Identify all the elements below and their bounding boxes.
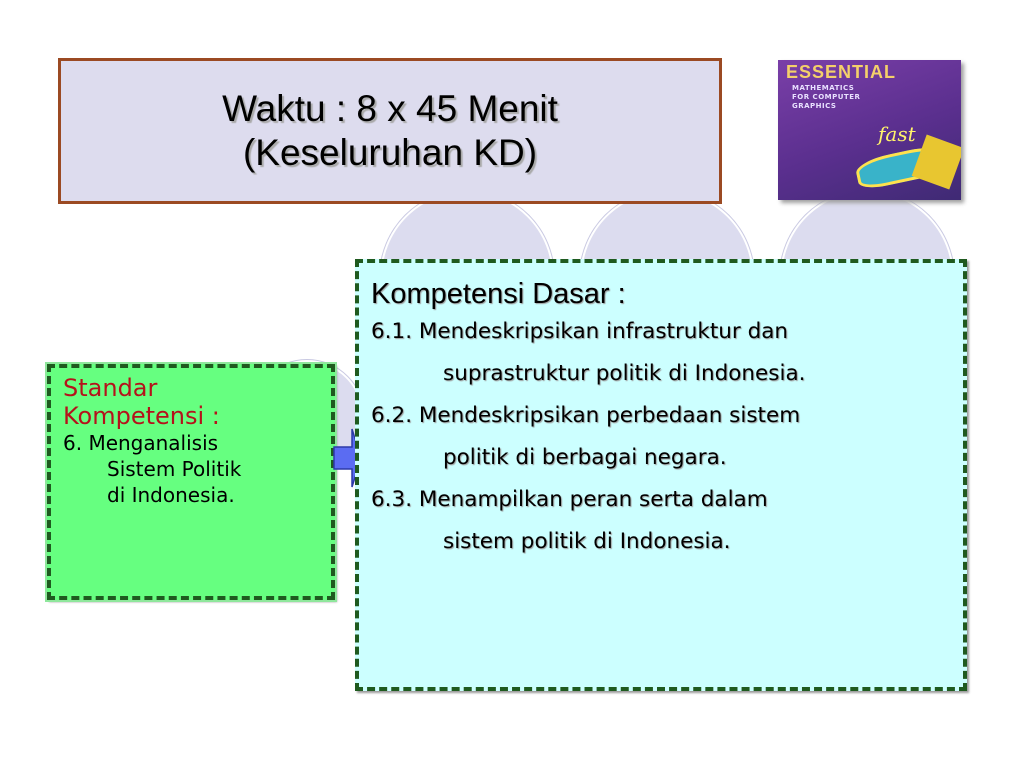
- title-line-1: Waktu : 8 x 45 Menit: [222, 88, 558, 129]
- sk-item-line-1: 6. Menganalisis: [63, 431, 219, 455]
- kd-item-line-1: 6.3. Menampilkan peran serta dalam: [371, 487, 768, 512]
- kd-item: [371, 479, 949, 563]
- book-art-shape: [912, 134, 961, 189]
- sk-item: [63, 430, 321, 508]
- sk-item-line-3: di Indonesia.: [107, 483, 235, 507]
- kd-heading: Kompetensi Dasar :: [371, 278, 626, 310]
- kd-item-line-2: politik di berbagai negara.: [443, 445, 727, 470]
- book-scribble: fast: [878, 122, 916, 146]
- kd-item: [371, 395, 949, 479]
- book-subtitle: MATHEMATICS FOR COMPUTER GRAPHICS: [792, 84, 861, 110]
- book-title: ESSENTIAL: [786, 62, 897, 82]
- sk-item-line-2: Sistem Politik: [107, 457, 242, 481]
- title-line-2: (Keseluruhan KD): [242, 132, 538, 173]
- kd-item-line-1: 6.1. Mendeskripsikan infrastruktur dan: [371, 319, 789, 344]
- kd-item-line-1: 6.2. Mendeskripsikan perbedaan sistem: [371, 403, 801, 428]
- kd-item-line-2: suprastruktur politik di Indonesia.: [443, 361, 806, 386]
- kd-item-line-2: sistem politik di Indonesia.: [443, 529, 731, 554]
- kompetensi-dasar-box: [355, 259, 967, 691]
- title-box: [58, 58, 722, 204]
- sk-heading-line-2: Kompetensi :: [63, 402, 220, 430]
- kd-item: [371, 311, 949, 395]
- book-cover-image: [778, 60, 961, 200]
- sk-heading-line-1: Standar: [63, 374, 158, 402]
- standar-kompetensi-box: [47, 364, 335, 600]
